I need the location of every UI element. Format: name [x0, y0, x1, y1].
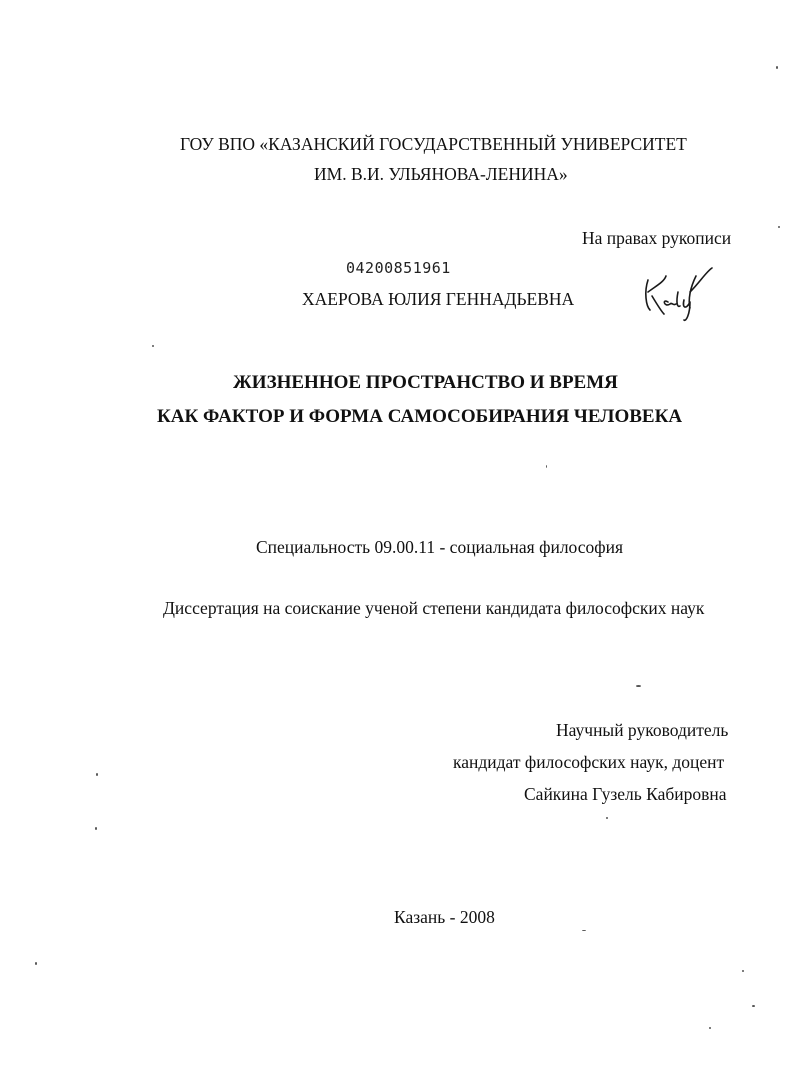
- scan-speck: [742, 970, 744, 972]
- scan-speck: [582, 930, 586, 931]
- handwritten-signature-icon: [640, 262, 720, 322]
- institution-line-1: ГОУ ВПО «КАЗАНСКИЙ ГОСУДАРСТВЕННЫЙ УНИВЕРСИТЕТ: [180, 134, 687, 154]
- scan-speck: [752, 1005, 755, 1007]
- supervisor-label: Научный руководитель: [556, 720, 729, 740]
- dissertation-type: Диссертация на соискание ученой степени кандидата философских наук: [163, 598, 705, 618]
- city-year: Казань - 2008: [394, 907, 495, 927]
- supervisor-name: Сайкина Гузель Кабировна: [524, 784, 727, 804]
- scan-speck: [152, 345, 154, 347]
- specialty: Специальность 09.00.11 - социальная философия: [256, 537, 624, 557]
- scan-speck: [709, 1027, 711, 1029]
- supervisor-degree: кандидат философских наук, доцент: [453, 752, 725, 772]
- scan-speck: [35, 962, 37, 965]
- author-name: ХАЕРОВА ЮЛИЯ ГЕННАДЬЕВНА: [302, 289, 575, 309]
- scan-speck: [636, 685, 641, 687]
- scan-speck: [95, 827, 97, 830]
- scan-speck: [546, 465, 547, 468]
- scan-speck: [606, 817, 608, 819]
- institution-line-2: ИМ. В.И. УЛЬЯНОВА-ЛЕНИНА»: [314, 164, 568, 184]
- scan-speck: [776, 66, 778, 69]
- scan-speck: [96, 773, 98, 776]
- title-line-2: КАК ФАКТОР И ФОРМА САМОСОБИРАНИЯ ЧЕЛОВЕКА: [157, 406, 683, 427]
- scan-speck: [778, 226, 780, 228]
- manuscript-rights-note: На правах рукописи: [582, 228, 732, 248]
- title-line-1: ЖИЗНЕННОЕ ПРОСТРАНСТВО И ВРЕМЯ: [233, 372, 618, 393]
- registration-number: 04200851961: [346, 259, 451, 277]
